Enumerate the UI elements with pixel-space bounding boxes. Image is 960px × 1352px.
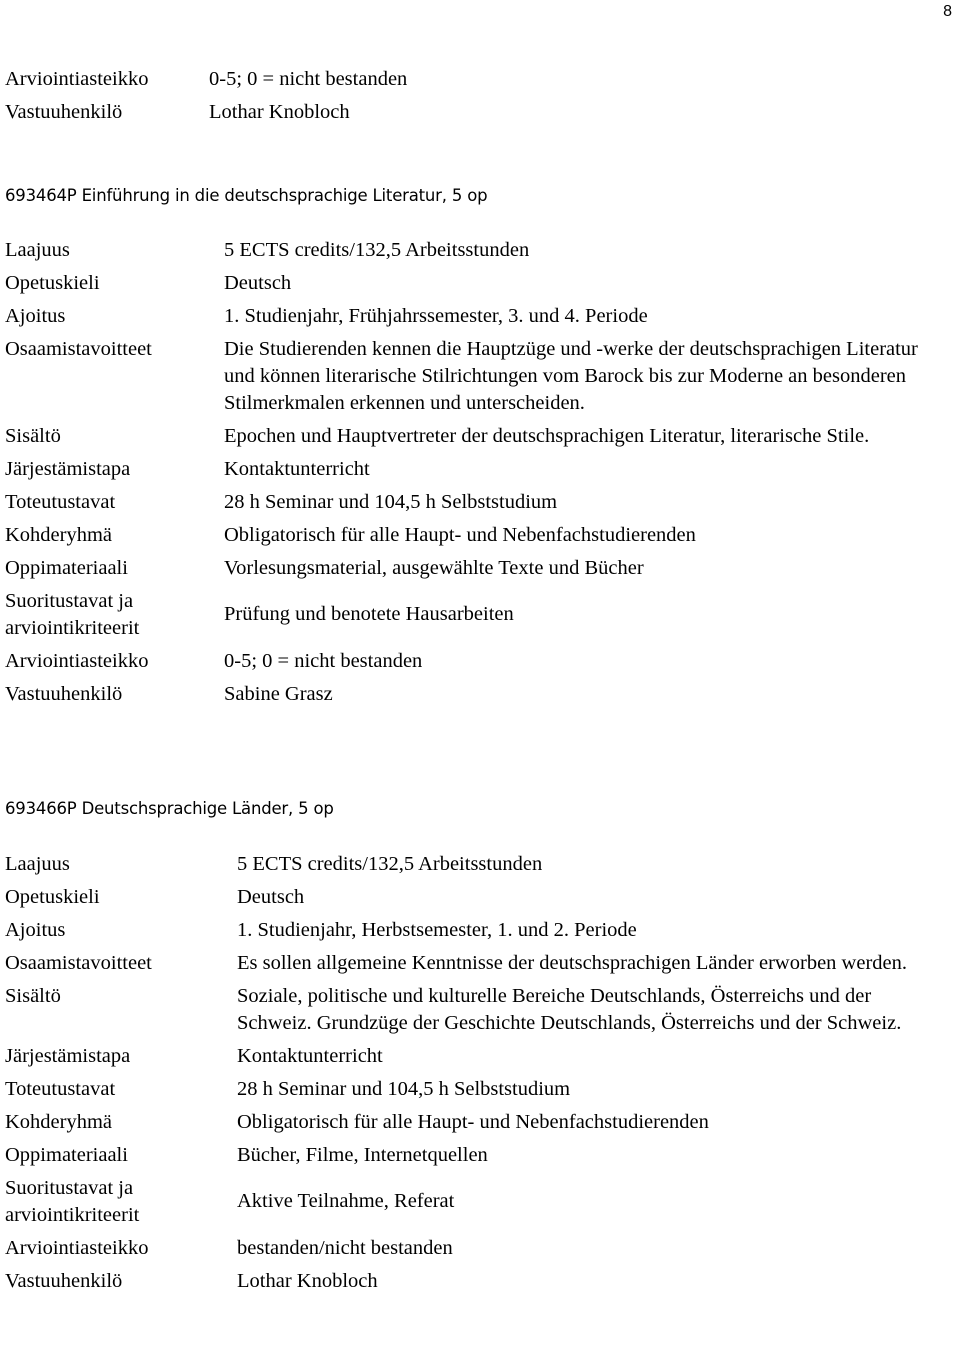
field-value: 1. Studienjahr, Frühjahrssemester, 3. und 4. Periode — [224, 305, 648, 327]
field-label: Osaamistavoitteet — [5, 338, 152, 360]
field-label: Vastuuhenkilö — [5, 683, 123, 705]
field-label: Opetuskieli — [5, 886, 100, 908]
course-section-countries — [0, 851, 960, 1301]
course-section-previous — [0, 66, 960, 132]
field-label: Oppimateriaali — [5, 1144, 128, 1166]
field-value: Bücher, Filme, Internetquellen — [237, 1144, 488, 1166]
field-row-scope — [0, 851, 960, 878]
field-label: Laajuus — [5, 239, 70, 261]
field-label: Ajoitus — [5, 305, 66, 327]
field-label: Osaamistavoitteet — [5, 952, 152, 974]
field-value: Lothar Knobloch — [209, 101, 350, 123]
field-row-learning-outcomes — [0, 950, 960, 977]
field-label: Toteutustavat — [5, 1078, 116, 1100]
field-label: Suoritustavat ja arviointikriteerit — [5, 1177, 140, 1226]
field-value: Obligatorisch für alle Haupt- und Nebenfachstudierenden — [237, 1111, 709, 1133]
field-label: Vastuuhenkilö — [5, 101, 123, 123]
field-value: Aktive Teilnahme, Referat — [237, 1190, 455, 1212]
field-row-target-group — [0, 522, 960, 549]
field-label: Kohderyhmä — [5, 1111, 113, 1133]
field-value: Kontaktunterricht — [224, 458, 370, 480]
field-value: Deutsch — [224, 272, 292, 294]
field-label: Vastuuhenkilö — [5, 1270, 123, 1292]
field-label: Oppimateriaali — [5, 557, 128, 579]
field-value: Lothar Knobloch — [237, 1270, 378, 1292]
field-row-language — [0, 270, 960, 297]
field-value: 0-5; 0 = nicht bestanden — [224, 650, 423, 672]
field-value: 5 ECTS credits/132,5 Arbeitsstunden — [224, 239, 530, 261]
field-label: Laajuus — [5, 853, 70, 875]
field-value: Sabine Grasz — [224, 683, 333, 705]
field-value: 1. Studienjahr, Herbstsemester, 1. und 2. Periode — [237, 919, 637, 941]
field-value: Soziale, politische und kulturelle Bereiche Deutschlands, Österreichs und der Schweiz. Grundzüge der Geschichte Deutschlands, Österreichs und der Schweiz. — [237, 985, 902, 1034]
field-row-content — [0, 423, 960, 450]
field-value: Kontaktunterricht — [237, 1045, 383, 1067]
field-row-responsible-person — [0, 99, 960, 126]
field-row-assessment — [0, 588, 960, 642]
field-row-mode-of-delivery — [0, 1043, 960, 1070]
field-label: Sisältö — [5, 985, 61, 1007]
field-row-grading-scale — [0, 648, 960, 675]
field-label: Järjestämistapa — [5, 458, 131, 480]
field-value: 28 h Seminar und 104,5 h Selbststudium — [237, 1078, 571, 1100]
field-value: Epochen und Hauptvertreter der deutschsprachigen Literatur, literarische Stile. — [224, 425, 870, 447]
field-row-learning-outcomes — [0, 336, 960, 417]
field-label: Opetuskieli — [5, 272, 100, 294]
field-label: Ajoitus — [5, 919, 66, 941]
field-row-learning-activities — [0, 1076, 960, 1103]
field-value: 28 h Seminar und 104,5 h Selbststudium — [224, 491, 558, 513]
course-heading: 693466P Deutschsprachige Länder, 5 op — [5, 799, 334, 818]
field-value: Obligatorisch für alle Haupt- und Nebenfachstudierenden — [224, 524, 696, 546]
field-value: 0-5; 0 = nicht bestanden — [209, 68, 408, 90]
field-label: Arviointiasteikko — [5, 68, 149, 90]
field-row-scope — [0, 237, 960, 264]
field-row-target-group — [0, 1109, 960, 1136]
field-label: Järjestämistapa — [5, 1045, 131, 1067]
field-label: Kohderyhmä — [5, 524, 113, 546]
field-value: Prüfung und benotete Hausarbeiten — [224, 603, 514, 625]
field-value: Vorlesungsmaterial, ausgewählte Texte und Bücher — [224, 557, 644, 579]
field-label: Arviointiasteikko — [5, 650, 149, 672]
course-section-literature — [0, 237, 960, 714]
field-label: Sisältö — [5, 425, 61, 447]
field-label: Toteutustavat — [5, 491, 116, 513]
field-row-responsible-person — [0, 681, 960, 708]
field-label: Arviointiasteikko — [5, 1237, 149, 1259]
field-row-materials — [0, 555, 960, 582]
field-row-mode-of-delivery — [0, 456, 960, 483]
course-heading: 693464P Einführung in die deutschsprachige Literatur, 5 op — [5, 186, 488, 205]
field-value: Die Studierenden kennen die Hauptzüge und -werke der deutschsprachigen Literatur und können literarische Stilrichtungen vom Barock bis zur Moderne an besonderen Stilmerkmalen erkennen und unterscheiden. — [224, 338, 918, 414]
field-row-content — [0, 983, 960, 1037]
field-value: Deutsch — [237, 886, 305, 908]
field-value: 5 ECTS credits/132,5 Arbeitsstunden — [237, 853, 543, 875]
field-label: Suoritustavat ja arviointikriteerit — [5, 590, 140, 639]
field-row-grading-scale — [0, 1235, 960, 1262]
field-row-materials — [0, 1142, 960, 1169]
field-row-learning-activities — [0, 489, 960, 516]
field-value: Es sollen allgemeine Kenntnisse der deutschsprachigen Länder erworben werden. — [237, 952, 907, 974]
field-row-responsible-person — [0, 1268, 960, 1295]
field-row-assessment — [0, 1175, 960, 1229]
field-row-timing — [0, 917, 960, 944]
field-value: bestanden/nicht bestanden — [237, 1237, 453, 1259]
page-number: 8 — [943, 3, 952, 20]
field-row-grading-scale — [0, 66, 960, 93]
field-row-language — [0, 884, 960, 911]
field-row-timing — [0, 303, 960, 330]
